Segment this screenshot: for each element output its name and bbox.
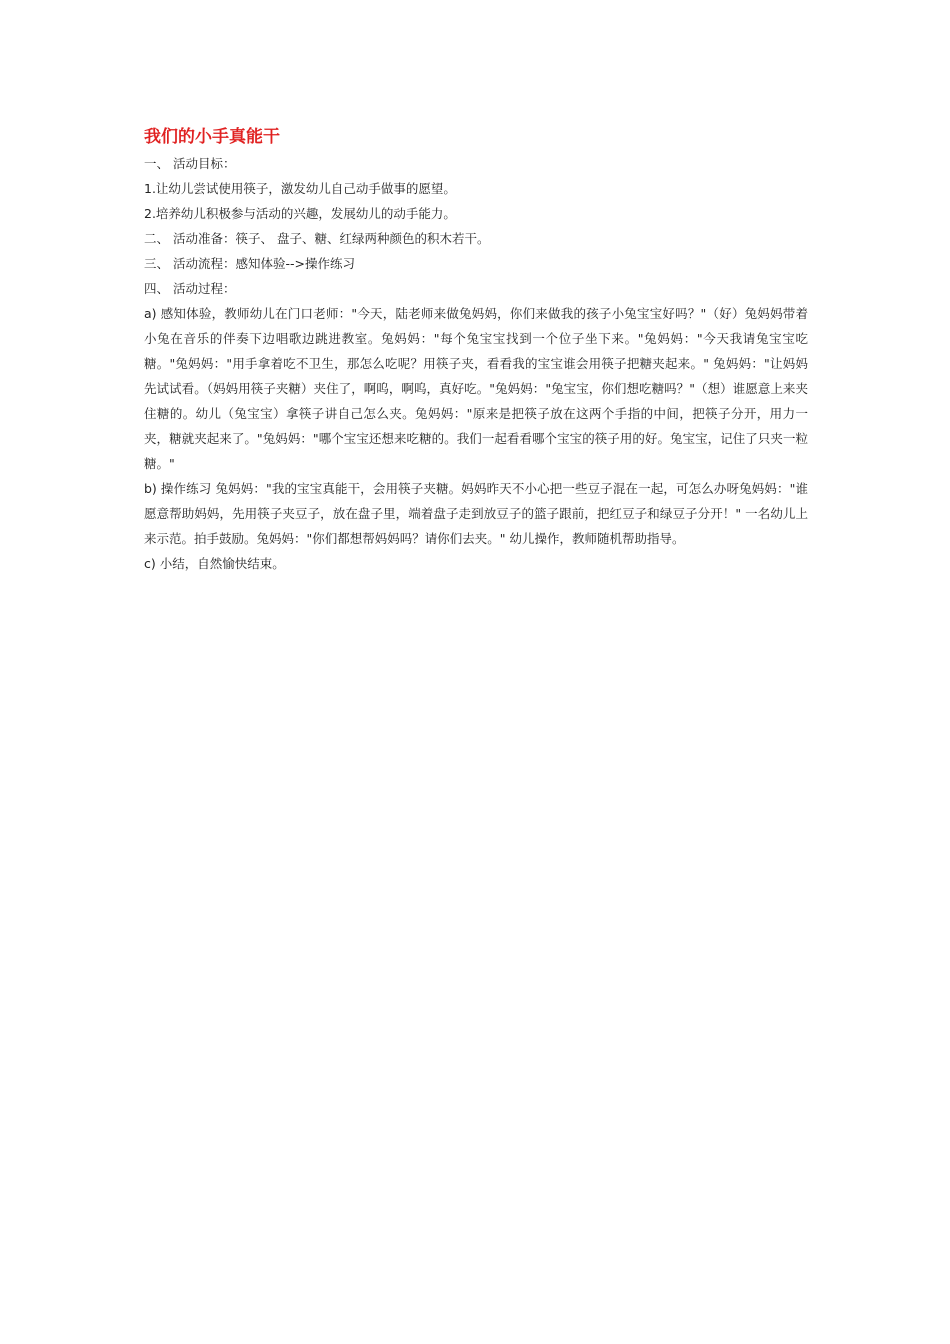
process-a-paragraph: a) 感知体验，教师幼儿在门口老师："今天，陆老师来做兔妈妈，你们来做我的孩子小兔宝宝好吗？"（好）兔妈妈带着小兔在音乐的伴奏下边唱歌边跳进教室。兔妈妈："每个兔宝宝找到一个位子坐下来。"兔妈妈："今天我请兔宝宝吃糖。"兔妈妈："用手拿着吃不卫生，那怎么吃呢？用筷子夹，看看我的宝宝谁会用筷子把糖夹起来。" 兔妈妈："让妈妈先试试看。（妈妈用筷子夹糖）夹住了，啊呜，啊呜，真好吃。"兔妈妈："兔宝宝，你们想吃糖吗？"（想）谁愿意上来夹住糖的。幼儿（兔宝宝）拿筷子讲自己怎么夹。兔妈妈："原来是把筷子放在这两个手指的中间，把筷子分开，用力一夹，糖就夹起来了。"兔妈妈："哪个宝宝还想来吃糖的。我们一起看看哪个宝宝的筷子用的好。兔宝宝，记住了只夹一粒糖。"	[144, 306, 808, 471]
objective-1: 1.让幼儿尝试使用筷子，激发幼儿自己动手做事的愿望。	[144, 181, 456, 196]
process-b-paragraph: b) 操作练习 兔妈妈："我的宝宝真能干，会用筷子夹糖。妈妈昨天不小心把一些豆子混在一起，可怎么办呀兔妈妈："谁愿意帮助妈妈，先用筷子夹豆子，放在盘子里，端着盘子走到放豆子的篮子跟前，把红豆子和绿豆子分开！" 一名幼儿上来示范。拍手鼓励。兔妈妈："你们都想帮妈妈吗？请你们去夹。" 幼儿操作，教师随机帮助指导。	[144, 481, 808, 546]
document-body	[144, 124, 808, 576]
document-title: 我们的小手真能干	[144, 127, 280, 147]
objective-2: 2.培养幼儿积极参与活动的兴趣，发展幼儿的动手能力。	[144, 206, 456, 221]
section-1-heading: 一、 活动目标：	[144, 156, 236, 171]
section-3-flow: 三、 活动流程：感知体验-->操作练习	[144, 256, 355, 271]
section-2-preparation: 二、 活动准备：筷子、 盘子、糖、红绿两种颜色的积木若干。	[144, 231, 490, 246]
process-c-paragraph: c) 小结，自然愉快结束。	[144, 556, 285, 571]
section-4-heading: 四、 活动过程：	[144, 281, 236, 296]
